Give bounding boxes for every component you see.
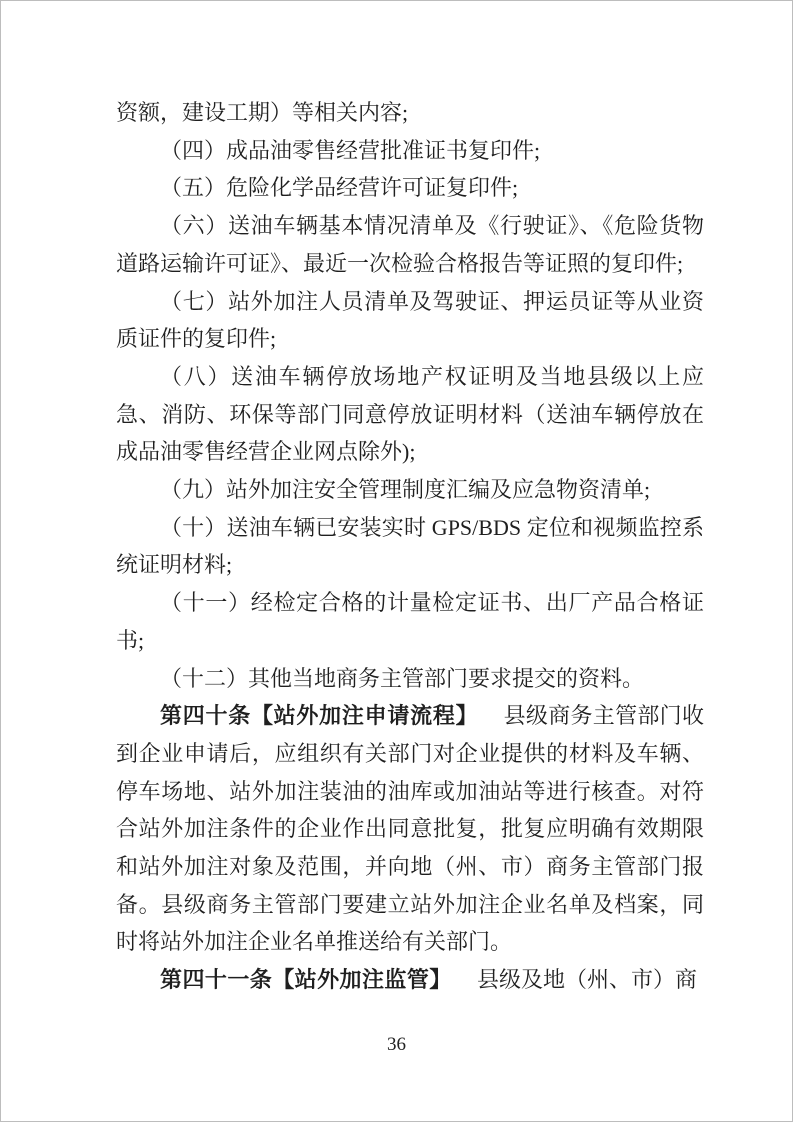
paragraph-text: （七）站外加注人员清单及驾驶证、押运员证等从业资质证件的复印件;	[116, 288, 704, 352]
list-item-4	[116, 132, 704, 170]
article-40	[116, 697, 704, 961]
paragraph-text: （五）危险化学品经营许可证复印件;	[160, 175, 519, 201]
paragraph-text: 资额，建设工期）等相关内容;	[116, 100, 409, 125]
paragraph-text: （九）站外加注安全管理制度汇编及应急物资清单;	[160, 477, 651, 503]
article-40-heading: 第四十条【站外加注申请流程】	[160, 703, 479, 729]
page-number: 36	[387, 1034, 406, 1055]
paragraph-text: （四）成品油零售经营批准证书复印件;	[160, 137, 541, 163]
list-item-5	[116, 169, 704, 207]
list-item-10	[116, 509, 704, 584]
list-item-6	[116, 207, 704, 282]
paragraph-text: （十一）经检定合格的计量检定证书、出厂产品合格证书;	[116, 590, 704, 653]
list-item-8	[116, 358, 704, 471]
list-item-12	[116, 660, 704, 698]
list-item-7	[116, 283, 704, 358]
list-item-9	[116, 471, 704, 509]
paragraph-text: （八）送油车辆停放场地产权证明及当地县级以上应急、消防、环保等部门同意停放证明材料（送油车辆停放在成品油零售经营企业网点除外);	[116, 363, 704, 465]
article-40-text: 县级商务主管部门收到企业申请后，应组织有关部门对企业提供的材料及车辆、停车场地、站外加注装油的油库或加油站等进行核查。对符合站外加注条件的企业作出同意批复，批复应明确有效期限和站外加注对象及范围，并向地（州、市）商务主管部门报备。县级商务主管部门要建立站外加注企业名单及档案，同时将站外加注企业名单推送给有关部门。	[116, 703, 704, 955]
document-body	[116, 94, 704, 999]
article-41-text: 县级及地（州、市）商	[477, 967, 698, 993]
article-41	[116, 961, 704, 999]
paragraph-text: （十二）其他当地商务主管部门要求提交的资料。	[160, 665, 645, 691]
paragraph-text: （十）送油车辆已安装实时 GPS/BDS 定位和视频监控系统证明材料;	[116, 514, 704, 578]
list-item-11	[116, 584, 704, 659]
paragraph	[116, 94, 704, 132]
paragraph-text: （六）送油车辆基本情况清单及《行驶证》、《危险货物道路运输许可证》、最近一次检验合格报告等证照的复印件;	[116, 213, 704, 276]
article-41-heading: 第四十一条【站外加注监管】	[160, 967, 452, 993]
